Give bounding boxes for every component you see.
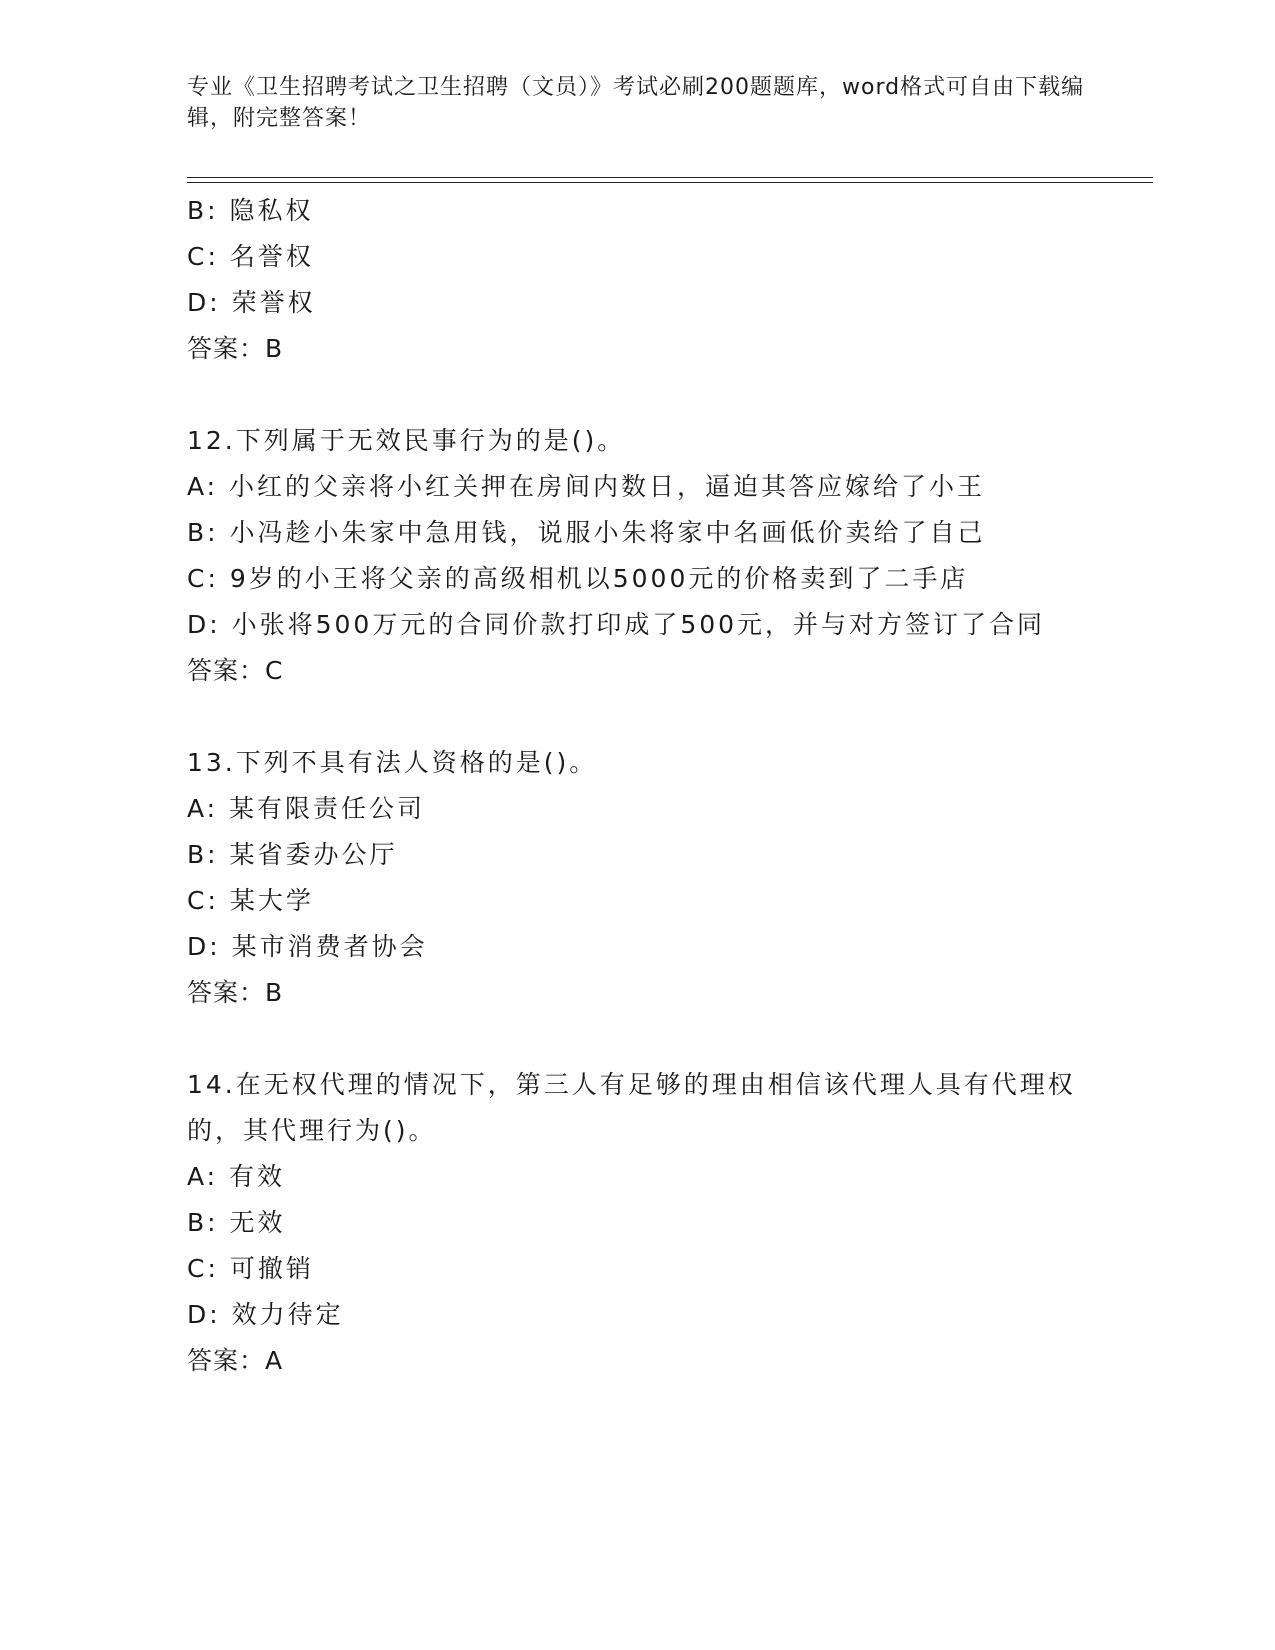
answer-label: 答案：A — [187, 1346, 284, 1375]
question-12 — [187, 418, 1147, 694]
question-list — [187, 188, 1147, 1384]
option-b: B: 无效 — [187, 1208, 286, 1237]
option-c: C: 可撤销 — [187, 1254, 314, 1283]
spacer — [187, 694, 1147, 740]
answer-label: 答案：B — [187, 334, 284, 363]
document-header: 专业《卫生招聘考试之卫生招聘（文员）》考试必刷200题题库，word格式可自由下载编辑，附完整答案！ — [187, 75, 1085, 131]
question-stem: 12.下列属于无效民事行为的是()。 — [187, 426, 626, 455]
option-b: B: 隐私权 — [187, 196, 314, 225]
option-d: D: 效力待定 — [187, 1300, 344, 1329]
option-c: C: 某大学 — [187, 886, 314, 915]
option-b: B: 某省委办公厅 — [187, 840, 398, 869]
option-a: A: 某有限责任公司 — [187, 794, 426, 823]
option-d: D: 荣誉权 — [187, 288, 316, 317]
header-rule-top — [187, 177, 1153, 178]
question-fragment — [187, 188, 1147, 372]
question-stem: 14.在无权代理的情况下，第三人有足够的理由相信该代理人具有代理权的，其代理行为()。 — [187, 1070, 1076, 1145]
option-c: C: 名誉权 — [187, 242, 314, 271]
spacer — [187, 1016, 1147, 1062]
answer-label: 答案：C — [187, 656, 284, 685]
question-14 — [187, 1062, 1147, 1384]
option-c: C: 9岁的小王将父亲的高级相机以5000元的价格卖到了二手店 — [187, 564, 969, 593]
option-a: A: 小红的父亲将小红关押在房间内数日，逼迫其答应嫁给了小王 — [187, 472, 986, 501]
option-d: D: 小张将500万元的合同价款打印成了500元，并与对方签订了合同 — [187, 610, 1046, 639]
spacer — [187, 372, 1147, 418]
question-stem: 13.下列不具有法人资格的是()。 — [187, 748, 598, 777]
question-13 — [187, 740, 1147, 1016]
option-d: D: 某市消费者协会 — [187, 932, 428, 961]
header-rule-bottom — [187, 182, 1153, 183]
answer-label: 答案：B — [187, 978, 284, 1007]
option-a: A: 有效 — [187, 1162, 286, 1191]
option-b: B: 小冯趁小朱家中急用钱，说服小朱将家中名画低价卖给了自己 — [187, 518, 986, 547]
